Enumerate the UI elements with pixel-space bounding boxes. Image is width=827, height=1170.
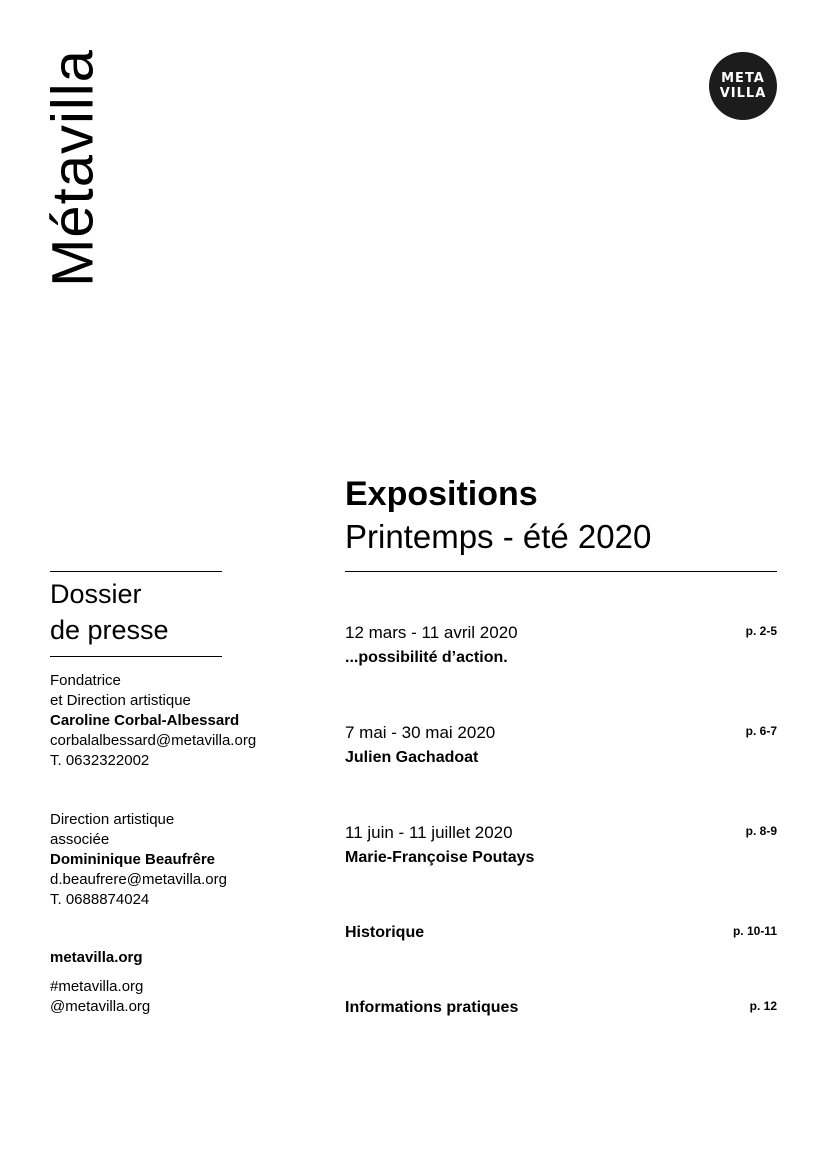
logo-line-2: VILLA — [719, 86, 767, 101]
toc-page: p. 2-5 — [745, 624, 777, 638]
website-link[interactable]: metavilla.org — [50, 949, 143, 966]
dossier-title — [50, 576, 169, 648]
founder-email[interactable]: corbalalbessard@metavilla.org — [50, 732, 257, 749]
social-handle: @metavilla.org — [50, 998, 151, 1015]
social-block — [50, 977, 300, 1017]
dossier-line-2: de presse — [50, 615, 169, 645]
founder-role-1: Fondatrice — [50, 672, 121, 689]
associate-email[interactable]: d.beaufrere@metavilla.org — [50, 871, 227, 888]
hashtag: #metavilla.org — [50, 978, 144, 995]
page-heading — [345, 472, 777, 558]
toc-title: Informations pratiques — [345, 999, 519, 1016]
toc-item-4[interactable] — [345, 922, 777, 944]
toc-page: p. 10-11 — [732, 924, 777, 938]
website-block — [50, 948, 300, 968]
toc-item-2[interactable] — [345, 722, 777, 769]
toc-item-3[interactable] — [345, 822, 777, 869]
toc-title: Julien Gachadoat — [345, 749, 479, 766]
toc-page: p. 12 — [749, 999, 777, 1013]
founder-contact — [50, 671, 300, 771]
toc-date: 12 mars - 11 avril 2020 — [345, 623, 518, 642]
toc-title: ...possibilité d’action. — [345, 649, 508, 666]
founder-name: Caroline Corbal-Albessard — [50, 712, 240, 729]
vertical-brand-title: Métavilla — [40, 49, 106, 287]
toc-title: Historique — [345, 924, 425, 941]
dossier-bottom-divider — [50, 656, 222, 657]
heading-subtitle: Printemps - été 2020 — [345, 518, 652, 555]
associate-role-1: Direction artistique — [50, 811, 175, 828]
toc-page: p. 6-7 — [745, 724, 777, 738]
associate-role-2: associée — [50, 831, 110, 848]
associate-contact — [50, 810, 300, 910]
toc-date: 7 mai - 30 mai 2020 — [345, 723, 496, 742]
toc-date: 11 juin - 11 juillet 2020 — [345, 823, 513, 842]
toc-item-1[interactable] — [345, 622, 777, 669]
logo-line-1: META — [721, 71, 765, 86]
dossier-top-divider — [50, 571, 222, 572]
heading-title: Expositions — [345, 475, 538, 513]
toc-title: Marie-Françoise Poutays — [345, 849, 535, 866]
toc-item-5[interactable] — [345, 997, 777, 1019]
associate-name: Domininique Beaufrêre — [50, 851, 216, 868]
metavilla-logo — [709, 52, 777, 120]
founder-role-2: et Direction artistique — [50, 692, 191, 709]
dossier-line-1: Dossier — [50, 579, 142, 609]
heading-divider — [345, 571, 777, 572]
toc-page: p. 8-9 — [745, 824, 777, 838]
associate-phone: T. 0688874024 — [50, 891, 150, 908]
founder-phone: T. 0632322002 — [50, 752, 150, 769]
